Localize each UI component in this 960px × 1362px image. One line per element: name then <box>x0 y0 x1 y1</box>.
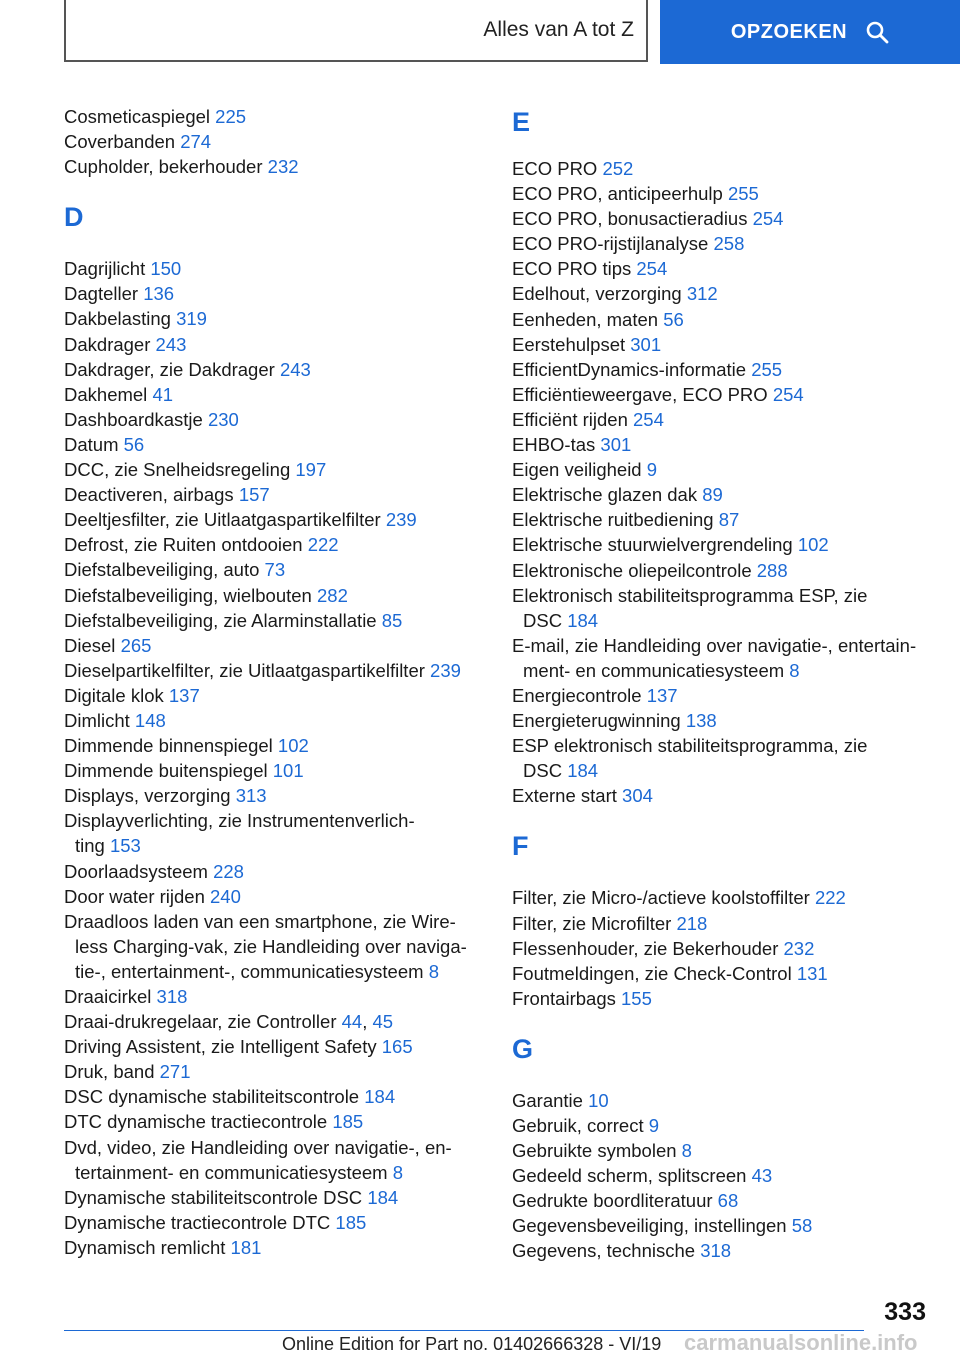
entry-term: Dakhemel <box>64 383 148 405</box>
index-entry <box>64 357 484 382</box>
page-link[interactable]: 243 <box>279 358 311 380</box>
page-link[interactable]: 252 <box>602 158 634 179</box>
index-entry <box>512 683 942 708</box>
entry-term: Dimmende buitenspiegel <box>64 760 268 782</box>
index-entry <box>64 332 484 357</box>
index-entry <box>64 104 484 129</box>
page-number: 333 <box>884 1298 926 1326</box>
index-entry <box>512 407 942 432</box>
index-entry <box>64 129 484 154</box>
search-icon <box>865 20 889 44</box>
index-entry <box>64 783 484 808</box>
entry-term: Draai-drukregelaar, zie Controller <box>64 1011 337 1033</box>
entry-term: Diefstalbeveiliging, auto <box>64 559 260 581</box>
index-entry <box>512 558 942 583</box>
page-link[interactable]: 102 <box>277 735 309 757</box>
entry-term: Eerstehulpset <box>512 333 626 355</box>
entry-term: Elektrische glazen dak <box>512 484 698 506</box>
page-link[interactable]: 155 <box>621 987 652 1009</box>
index-entry <box>512 936 942 961</box>
entry-term: Dvd, video, zie Handleiding over navigatie-, en- <box>64 1136 452 1158</box>
index-entry <box>64 1109 484 1134</box>
index-entry <box>64 256 484 281</box>
page-link[interactable]: 185 <box>335 1211 367 1233</box>
page-link[interactable]: 153 <box>109 835 141 857</box>
tab-alles-van-a-tot-z[interactable] <box>64 0 648 62</box>
entry-term: Efficiëntieweergave, ECO PRO <box>512 383 768 405</box>
page-link[interactable]: 197 <box>295 459 327 481</box>
index-entry <box>512 733 942 783</box>
entry-term: ECO PRO, bonusactieradius <box>512 208 748 230</box>
page-link[interactable]: 255 <box>727 183 759 205</box>
entry-term: Filter, zie Micro-/actieve koolstoffilter <box>512 887 810 909</box>
index-entry <box>512 961 942 986</box>
entry-continuation: ment- en communicatiesysteem 8 <box>523 659 800 681</box>
index-entry <box>64 1235 484 1260</box>
entry-term: Energiecontrole <box>512 684 642 706</box>
page-link[interactable]: 73 <box>264 559 286 581</box>
entry-term: Deeltjesfilter, zie Uitlaatgaspartikelfilter <box>64 509 381 531</box>
entry-term: EHBO-tas <box>512 434 596 456</box>
entry-term: Elektrische stuurwielvergrendeling <box>512 534 793 556</box>
entry-term: Gebruikte symbolen <box>512 1140 677 1162</box>
page-link[interactable]: 318 <box>700 1240 732 1262</box>
entry-term: Draadloos laden van een smartphone, zie Wire- <box>64 910 456 932</box>
entry-term: Cupholder, bekerhouder <box>64 156 263 178</box>
page-link[interactable]: 45 <box>372 1011 394 1033</box>
page-link[interactable]: 240 <box>210 885 241 907</box>
entry-term: DCC, zie Snelheidsregeling <box>64 459 291 481</box>
entry-term: Edelhout, verzorging <box>512 283 682 305</box>
page-link[interactable]: 41 <box>152 383 174 405</box>
index-entry <box>64 1059 484 1084</box>
index-entry <box>512 206 942 231</box>
entry-term: EfficientDynamics-informatie <box>512 358 747 380</box>
index-entry <box>512 432 942 457</box>
index-entry <box>64 432 484 457</box>
index-entry <box>512 1238 942 1263</box>
entry-term: Dagrijlicht <box>64 258 146 280</box>
page-link[interactable]: 254 <box>772 383 804 405</box>
index-entry <box>64 557 484 582</box>
page-link[interactable]: 9 <box>648 1115 660 1136</box>
entry-term: Datum <box>64 433 119 455</box>
page-link[interactable]: 68 <box>717 1190 739 1212</box>
index-entry <box>64 507 484 532</box>
index-entry <box>64 1185 484 1210</box>
index-entry <box>512 583 942 633</box>
entry-term: Frontairbags <box>512 987 616 1009</box>
index-entry <box>64 407 484 432</box>
page-link[interactable]: 301 <box>600 434 632 456</box>
index-entry <box>64 583 484 608</box>
entry-term: Driving Assistent, zie Intelligent Safety <box>64 1036 377 1058</box>
page-link[interactable]: 85 <box>381 609 403 631</box>
index-entry <box>512 633 942 683</box>
index-entry <box>512 885 942 910</box>
index-entry <box>512 1113 942 1138</box>
entry-term: Gegevens, technische <box>512 1240 696 1262</box>
page-link[interactable]: 222 <box>814 887 846 909</box>
entry-term: ECO PRO-rijstijlanalyse <box>512 233 709 255</box>
page-link[interactable]: 89 <box>702 484 723 506</box>
page-link[interactable]: 148 <box>134 709 166 731</box>
page-link[interactable]: 184 <box>567 760 599 782</box>
index-entry <box>512 532 942 557</box>
entry-term: Eenheden, maten <box>512 308 659 330</box>
page-link[interactable]: 232 <box>783 937 815 959</box>
index-entry: Draai-drukregelaar, zie Controller 44, 45 <box>64 1011 394 1033</box>
entry-term: Dagteller <box>64 283 139 305</box>
index-entry <box>512 256 942 281</box>
page-link[interactable]: 8 <box>681 1140 692 1162</box>
entry-term: Dakdrager <box>64 333 151 355</box>
entry-term: Elektronisch stabiliteitsprogramma ESP, zie <box>512 584 868 606</box>
page-link[interactable]: 10 <box>588 1089 609 1111</box>
index-entry <box>64 658 484 683</box>
index-entry <box>512 1138 942 1163</box>
index-entry <box>512 482 942 507</box>
index-entry <box>512 708 942 733</box>
index-entry <box>64 808 484 858</box>
index-entry <box>512 986 942 1011</box>
index-entry <box>64 532 484 557</box>
top-bar <box>0 0 960 66</box>
entry-term: DSC dynamische stabiliteitscontrole <box>64 1086 360 1108</box>
entry-term: Cosmeticaspiegel <box>64 106 211 127</box>
entry-continuation: ting 153 <box>75 835 141 857</box>
entry-term: Dimmende binnenspiegel <box>64 735 273 757</box>
entry-term: Gedrukte boordliteratuur <box>512 1190 713 1212</box>
edition-text: Online Edition for Part no. 01402666328 - VI/19 <box>282 1334 662 1354</box>
page-link[interactable]: 9 <box>646 459 658 481</box>
entry-term: Energieterugwinning <box>512 710 681 732</box>
page-link[interactable]: 232 <box>267 156 299 178</box>
page-link[interactable]: 87 <box>718 509 740 531</box>
entry-term: Efficiënt rijden <box>512 408 628 430</box>
entry-term: Garantie <box>512 1089 583 1111</box>
index-entry <box>64 1135 484 1185</box>
page-link[interactable]: 254 <box>633 408 664 430</box>
index-entry <box>512 332 942 357</box>
page-link[interactable]: 222 <box>307 534 339 556</box>
page-link[interactable]: 255 <box>751 358 783 380</box>
entry-term: Foutmeldingen, zie Check-Control <box>512 962 792 984</box>
page-link[interactable]: 312 <box>686 283 718 305</box>
index-entry <box>64 1034 484 1059</box>
page-link[interactable]: 136 <box>143 283 175 305</box>
index-entry <box>64 884 484 909</box>
index-entry <box>512 1088 942 1113</box>
page-link[interactable]: 301 <box>630 333 662 355</box>
index-entry <box>64 482 484 507</box>
entry-term: Dashboardkastje <box>64 408 203 430</box>
page-link[interactable]: 318 <box>156 986 188 1007</box>
index-entry <box>512 181 942 206</box>
page-link[interactable]: 101 <box>272 760 304 782</box>
entry-term: Eigen veiligheid <box>512 459 642 481</box>
entry-term: Deactiveren, airbags <box>64 484 234 506</box>
entry-term: Diesel <box>64 634 116 656</box>
index-entry <box>64 859 484 884</box>
page-link[interactable]: 254 <box>752 208 784 230</box>
page-link[interactable]: 56 <box>123 433 145 455</box>
entry-term: Flessenhouder, zie Bekerhouder <box>512 937 779 959</box>
index-entry <box>64 382 484 407</box>
index-entry <box>512 1188 942 1213</box>
index-entry <box>512 1213 942 1238</box>
index-entry <box>64 1084 484 1109</box>
index-entry <box>64 306 484 331</box>
entry-term: Draaicirkel <box>64 986 152 1007</box>
page-link[interactable]: 150 <box>150 258 182 280</box>
index-entry <box>64 758 484 783</box>
entry-continuation: tertainment- en communicatiesysteem 8 <box>75 1161 404 1183</box>
page-link[interactable]: 184 <box>364 1086 396 1108</box>
entry-term: Dakdrager, zie Dakdrager <box>64 358 275 380</box>
page-link[interactable]: 225 <box>215 106 247 127</box>
search-label: OPZOEKEN <box>730 20 848 43</box>
page-link[interactable]: 102 <box>797 534 829 556</box>
index-entry <box>64 708 484 733</box>
entry-term: Dynamische stabiliteitscontrole DSC <box>64 1186 363 1208</box>
entry-term: Dynamisch remlicht <box>64 1236 226 1258</box>
entry-term: E-mail, zie Handleiding over navigatie-, entertain- <box>512 634 917 656</box>
watermark: carmanualsonline.info <box>684 1330 918 1355</box>
entry-term: Door water rijden <box>64 885 205 907</box>
index-entry <box>64 984 484 1009</box>
page-link[interactable]: 157 <box>238 484 270 506</box>
index-entry <box>512 281 942 306</box>
page-link[interactable]: 184 <box>567 609 599 631</box>
page-link[interactable]: 230 <box>207 408 239 430</box>
entry-term: Dimlicht <box>64 709 130 731</box>
entry-continuation: tie-, entertainment-, communicatiesysteem 8 <box>75 960 439 982</box>
entry-term: Defrost, zie Ruiten ontdooien <box>64 534 303 556</box>
page-link[interactable]: 282 <box>317 584 348 606</box>
tab-label: Alles van A tot Z <box>483 18 634 41</box>
index-entry <box>512 783 942 808</box>
entry-term: Displays, verzorging <box>64 785 231 807</box>
page-link[interactable]: 274 <box>180 131 212 153</box>
entry-term: Gebruik, correct <box>512 1115 644 1136</box>
entry-term: Displayverlichting, zie Instrumentenverlich- <box>64 810 415 832</box>
entry-term: Coverbanden <box>64 131 176 153</box>
section-letter: F <box>512 831 529 862</box>
index-entry <box>512 457 942 482</box>
entry-term: ECO PRO, anticipeerhulp <box>512 183 723 205</box>
page-link[interactable]: 181 <box>230 1236 262 1258</box>
page-link[interactable]: 43 <box>751 1165 773 1187</box>
page-link[interactable]: 239 <box>385 509 417 531</box>
page-link[interactable]: 185 <box>332 1111 364 1133</box>
entry-continuation: less Charging-vak, zie Handleiding over naviga- <box>75 935 467 957</box>
index-entry <box>64 683 484 708</box>
page-link[interactable]: 131 <box>796 962 828 984</box>
page-link[interactable]: 56 <box>663 308 684 330</box>
page-link[interactable]: 313 <box>235 785 267 807</box>
index-entry <box>64 281 484 306</box>
section-letter: D <box>64 202 84 233</box>
entry-term: Dynamische tractiecontrole DTC <box>64 1211 331 1233</box>
entry-term: Filter, zie Microfilter <box>512 912 672 934</box>
index-entry <box>64 1210 484 1235</box>
page-link[interactable]: 319 <box>176 308 207 330</box>
entry-term: ESP elektronisch stabiliteitsprogramma, zie <box>512 735 868 757</box>
page-link[interactable]: 304 <box>622 785 653 807</box>
entry-term: Dakbelasting <box>64 308 171 330</box>
entry-term: Doorlaadsysteem <box>64 860 208 882</box>
page-link[interactable]: 254 <box>636 258 668 280</box>
entry-term: DTC dynamische tractiecontrole <box>64 1111 328 1133</box>
entry-continuation: DSC 184 <box>523 609 599 631</box>
index-column-left <box>64 104 484 1260</box>
page-link[interactable]: 288 <box>756 559 788 581</box>
page-link[interactable]: 218 <box>676 912 708 934</box>
entry-term: Dieselpartikelfilter, zie Uitlaatgaspartikelfilter <box>64 659 425 681</box>
entry-term: Diefstalbeveiliging, zie Alarminstallatie <box>64 609 377 631</box>
page-link[interactable]: 44 <box>341 1011 363 1033</box>
index-entry <box>512 1163 942 1188</box>
entry-term: Elektronische oliepeilcontrole <box>512 559 752 581</box>
search-button[interactable] <box>660 0 960 64</box>
index-entry <box>512 382 942 407</box>
page-link[interactable]: 265 <box>120 634 152 656</box>
index-entry <box>512 307 942 332</box>
entry-term: Digitale klok <box>64 684 164 706</box>
section-letter: E <box>512 107 531 137</box>
page-link[interactable]: 271 <box>159 1061 191 1083</box>
entry-term: Elektrische ruitbediening <box>512 509 714 531</box>
page-link[interactable]: 137 <box>646 684 678 706</box>
index-column-right <box>512 104 942 1264</box>
page-link[interactable]: 138 <box>685 710 717 732</box>
page-link[interactable]: 243 <box>155 333 187 355</box>
page-link[interactable]: 8 <box>428 960 439 982</box>
entry-term: Gedeeld scherm, splitscreen <box>512 1165 747 1187</box>
entry-term: Druk, band <box>64 1061 155 1083</box>
index-entry <box>512 231 942 256</box>
index-entry <box>512 911 942 936</box>
index-entry <box>64 608 484 633</box>
page-link[interactable]: 58 <box>791 1215 813 1237</box>
page-link[interactable]: 258 <box>713 233 745 255</box>
entry-term: ECO PRO <box>512 158 598 179</box>
entry-term: ECO PRO tips <box>512 258 632 280</box>
index-entry <box>64 457 484 482</box>
page-link[interactable]: 239 <box>430 659 461 681</box>
index-entry <box>512 357 942 382</box>
index-entry <box>64 633 484 658</box>
entry-term: Diefstalbeveiliging, wielbouten <box>64 584 312 606</box>
entry-term: Externe start <box>512 785 617 807</box>
index-entry <box>512 156 942 181</box>
index-entry <box>64 909 484 984</box>
entry-term: Gegevensbeveiliging, instellingen <box>512 1215 787 1237</box>
page-link[interactable]: 8 <box>789 659 800 681</box>
page-link[interactable]: 8 <box>392 1161 404 1183</box>
page-link[interactable]: 137 <box>168 684 200 706</box>
index-entry <box>64 154 484 179</box>
page-link[interactable]: 165 <box>381 1036 413 1058</box>
section-letter: G <box>512 1033 534 1064</box>
page-link[interactable]: 184 <box>367 1186 399 1208</box>
entry-continuation: DSC 184 <box>523 760 599 782</box>
index-entry <box>64 733 484 758</box>
page-link[interactable]: 228 <box>213 860 244 882</box>
index-entry <box>512 507 942 532</box>
